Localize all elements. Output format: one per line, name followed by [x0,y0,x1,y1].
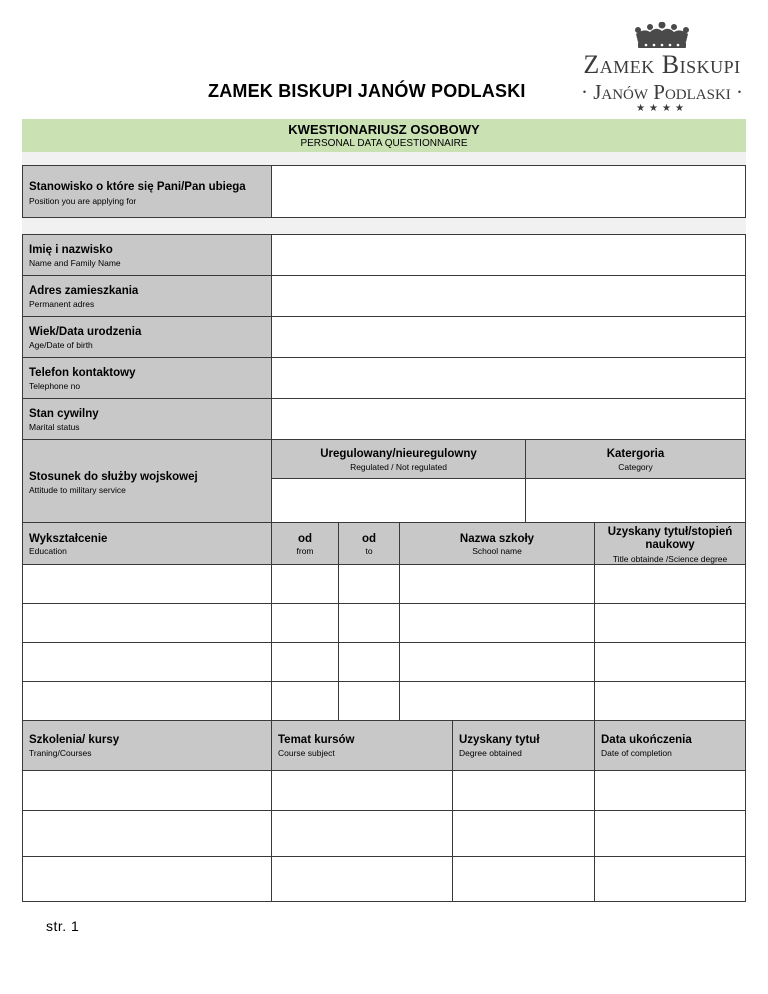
training-date-en: Date of completion [601,748,672,758]
military-regulated-pl: Uregulowany/nieuregulowny [320,448,477,460]
position-label-en: Position you are applying for [29,196,137,206]
questionnaire-subtitle: PERSONAL DATA QUESTIONNAIRE [300,138,468,149]
page-title: ZAMEK BISKUPI JANÓW PODLASKI [208,81,526,101]
military-regulated-field[interactable] [271,478,526,523]
training-cell[interactable] [22,856,272,902]
position-field[interactable] [271,165,746,218]
education-label [22,522,272,565]
birthdate-label [22,316,272,358]
logo-line-2: · Janów Podlaski · [580,80,744,104]
education-title-en: Title obtainde /Science degree [612,554,728,564]
education-cell[interactable] [338,642,400,682]
education-from-header [271,522,339,565]
education-cell[interactable] [594,681,746,721]
training-cell[interactable] [271,810,453,857]
address-label-en: Permanent adres [29,299,95,309]
training-label [22,720,272,771]
training-label-en: Traning/Courses [29,748,92,758]
training-cell[interactable] [271,770,453,811]
logo-line-1: Zamek Biskupi [583,50,741,79]
education-cell[interactable] [338,681,400,721]
education-cell[interactable] [338,603,400,643]
marital-status-field[interactable] [271,398,746,440]
questionnaire-title: KWESTIONARIUSZ OSOBOWY [288,122,480,137]
training-cell[interactable] [452,810,595,857]
name-label-en: Name and Family Name [29,258,121,268]
training-cell[interactable] [452,770,595,811]
education-from-en: from [296,546,314,556]
phone-label-en: Telephone no [29,381,81,391]
address-label [22,275,272,317]
training-label-pl: Szkolenia/ kursy [29,734,120,746]
education-label-pl: Wykształcenie [29,533,108,545]
training-cell[interactable] [594,770,746,811]
education-school-header [399,522,595,565]
education-to-en: to [365,546,373,556]
training-subject-header [271,720,453,771]
training-cell[interactable] [271,856,453,902]
education-cell[interactable] [271,681,339,721]
phone-label-pl: Telefon kontaktowy [29,367,136,379]
spacer-band [22,218,746,234]
education-from-pl: od [297,533,313,545]
education-title-pl: Uzyskany tytuł/stopień naukowy [607,526,733,551]
address-label-pl: Adres zamieszkania [29,285,139,297]
phone-field[interactable] [271,357,746,399]
education-cell[interactable] [22,642,272,682]
training-date-header [594,720,746,771]
position-label [22,165,272,218]
training-degree-en: Degree obtained [459,748,522,758]
training-subject-en: Course subject [278,748,335,758]
spacer-band [22,152,746,165]
training-cell[interactable] [452,856,595,902]
training-cell[interactable] [22,810,272,857]
education-cell[interactable] [271,564,339,604]
military-category-en: Category [618,462,653,472]
education-cell[interactable] [399,642,595,682]
logo [566,22,758,116]
education-school-pl: Nazwa szkoły [459,533,535,545]
military-label-pl: Stosunek do służby wojskowej [29,471,198,483]
education-cell[interactable] [594,564,746,604]
training-subject-pl: Temat kursów [278,734,355,746]
training-cell[interactable] [594,810,746,857]
military-label [22,439,272,523]
education-cell[interactable] [399,564,595,604]
education-title-header [594,522,746,565]
name-field[interactable] [271,234,746,276]
marital-status-label-pl: Stan cywilny [29,408,99,420]
military-regulated-header [271,439,526,479]
training-cell[interactable] [22,770,272,811]
training-degree-header [452,720,595,771]
birthdate-label-en: Age/Date of birth [29,340,93,350]
education-cell[interactable] [594,642,746,682]
education-label-en: Education [29,546,67,556]
military-category-header [525,439,746,479]
questionnaire-header [22,119,746,152]
education-cell[interactable] [399,603,595,643]
name-label-pl: Imię i nazwisko [29,244,113,256]
education-cell[interactable] [271,603,339,643]
education-cell[interactable] [338,564,400,604]
training-cell[interactable] [594,856,746,902]
education-to-pl: od [361,533,377,545]
education-cell[interactable] [271,642,339,682]
position-label-pl: Stanowisko o które się Pani/Pan ubiega [29,181,246,193]
education-cell[interactable] [22,681,272,721]
training-date-pl: Data ukończenia [601,734,692,746]
education-cell[interactable] [399,681,595,721]
address-field[interactable] [271,275,746,317]
phone-label [22,357,272,399]
page-number: str. 1 [46,918,80,934]
military-category-pl: Katergoria [606,448,665,460]
education-school-en: School name [472,546,522,556]
military-regulated-en: Regulated / Not regulated [350,462,447,472]
marital-status-label-en: Marital status [29,422,80,432]
military-label-en: Attitude to military service [29,485,126,495]
education-cell[interactable] [22,603,272,643]
education-to-header [338,522,400,565]
training-degree-pl: Uzyskany tytuł [459,734,540,746]
name-label [22,234,272,276]
military-category-field[interactable] [525,478,746,523]
logo-stars: ★★★★ [636,103,688,114]
education-cell[interactable] [594,603,746,643]
education-cell[interactable] [22,564,272,604]
birthdate-label-pl: Wiek/Data urodzenia [29,326,142,338]
marital-status-label [22,398,272,440]
crown-icon [630,22,694,50]
birthdate-field[interactable] [271,316,746,358]
